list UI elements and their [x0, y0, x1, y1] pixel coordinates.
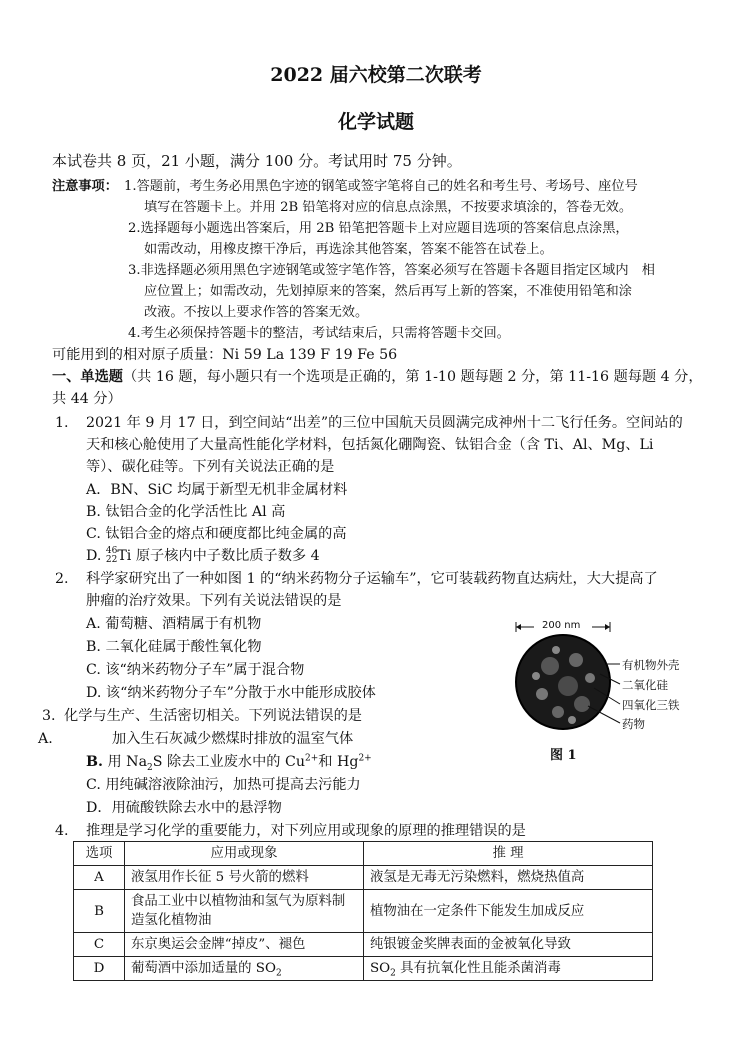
- q1-mass-number: 46: [105, 546, 118, 556]
- q1-isotope-numbers: [106, 547, 117, 565]
- table-header: 推 理: [364, 842, 653, 866]
- cell-text: 具有抗氧化性且能杀菌消毒: [395, 961, 561, 976]
- cell-text: SO: [370, 961, 391, 976]
- q1-stem: 天和核心舱使用了大量高性能化学材料，包括氮化硼陶瓷、钛铝合金（含 Ti、Al、Mg、Li: [86, 437, 654, 453]
- q4-table: [73, 841, 653, 981]
- q2-option-a: A. 葡萄糖、酒精属于有机物: [86, 616, 262, 632]
- notes-line: 3.非选择题必须用黑色字迹钢笔或签字笔作答，答案必须写在答题卡各题目指定区域内 相: [128, 263, 655, 278]
- q4-number: 4.: [55, 823, 69, 839]
- q3-option-b: [86, 751, 372, 773]
- q2-number: 2.: [55, 571, 69, 587]
- table-cell-application: 东京奥运会金牌“掉皮”、褪色: [125, 933, 364, 957]
- q3-option-c: C. 用纯碱溶液除油污，加热可提高去污能力: [86, 777, 361, 793]
- notes-label: 注意事项：: [52, 179, 118, 194]
- q1-d-text: Ti 原子核内中子数比质子数多 4: [117, 548, 320, 564]
- table-cell-option: D: [74, 957, 125, 981]
- table-cell-reason: [364, 957, 653, 981]
- q3-option-a: 加入生石灰减少燃煤时排放的温室气体: [112, 731, 354, 747]
- q1-option-b: B. 钛铝合金的化学活性比 Al 高: [86, 504, 286, 520]
- notes-line: 应位置上；如需改动，先划掉原来的答案，然后再写上新的答案，不准使用铅笔和涂: [144, 284, 632, 299]
- q3-stem: 化学与生产、生活密切相关。下列说法错误的是: [64, 708, 362, 724]
- q3-b-sup: 2+: [358, 753, 372, 764]
- nano-carrier-diagram: [510, 616, 710, 766]
- q3-b-text: 和 Hg: [318, 754, 359, 770]
- q2-stem: 肿瘤的治疗效果。下列有关说法错误的是: [86, 593, 342, 609]
- table-cell-application: 食品工业中以植物油和氢气为原料制造氢化植物油: [125, 890, 364, 933]
- figure-caption: 图 1: [550, 748, 577, 763]
- q2-option-d: D. 该“纳米药物分子车”分散于水中能形成胶体: [86, 685, 376, 701]
- section-heading: 一、单选题: [52, 369, 123, 385]
- table-header-row: [74, 842, 653, 866]
- figure-label: 四氧化三铁: [622, 698, 680, 712]
- notes-line: 填写在答题卡上。并用 2B 铅笔将对应的信息点涂黑，不按要求填涂的，答卷无效。: [144, 200, 633, 215]
- notes-line: 1.答题前，考生务必用黑色字迹的钢笔或签字笔将自己的姓名和考生号、考场号、座位号: [124, 179, 638, 194]
- subject-title: 化学试题: [337, 111, 414, 133]
- table-header: 选项: [74, 842, 125, 866]
- q3-b-letter: B.: [86, 754, 103, 770]
- figure-1: [510, 616, 710, 766]
- table-row: [74, 890, 653, 933]
- q2-option-b: B. 二氧化硅属于酸性氧化物: [86, 639, 262, 655]
- exam-info: 本试卷共 8 页，21 小题，满分 100 分。考试用时 75 分钟。: [52, 152, 462, 170]
- q2-stem: 科学家研究出了一种如图 1 的“纳米药物分子运输车”，它可装载药物直达病灶，大大提高了: [86, 571, 658, 587]
- q2-option-c: C. 该“纳米药物分子车”属于混合物: [86, 662, 305, 678]
- q3-b-sub: 2: [147, 762, 153, 773]
- figure-label: 药物: [622, 717, 645, 731]
- cell-text: 葡萄酒中添加适量的 SO: [131, 961, 276, 976]
- q3-b-text: S 除去工业废水中的 Cu: [152, 754, 305, 770]
- table-cell-option: C: [74, 933, 125, 957]
- table-cell-application: [125, 957, 364, 981]
- table-row: [74, 866, 653, 890]
- table-cell-application: 液氢用作长征 5 号火箭的燃料: [125, 866, 364, 890]
- cell-sub: 2: [275, 968, 282, 979]
- q3-b-sup: 2+: [305, 753, 319, 764]
- table-cell-option: B: [74, 890, 125, 933]
- q3-b-text: 用 Na: [107, 754, 148, 770]
- atomic-masses: 可能用到的相对原子质量：Ni 59 La 139 F 19 Fe 56: [52, 347, 398, 363]
- table-row: [74, 933, 653, 957]
- section-heading-line: [52, 366, 703, 388]
- q1-stem: 等）、碳化硅等。下列有关说法正确的是: [86, 459, 335, 475]
- notes-line: 2.选择题每小题选出答案后，用 2B 铅笔把答题卡上对应题目选项的答案信息点涂黑，: [128, 221, 629, 236]
- q1-option-c: C. 钛铝合金的熔点和硬度都比纯金属的高: [86, 526, 347, 542]
- q1-atomic-number: 22: [105, 555, 118, 565]
- table-cell-reason: 纯银镀金奖牌表面的金被氧化导致: [364, 933, 653, 957]
- q1-number: 1.: [55, 415, 69, 431]
- notes-line: 4.考生必须保持答题卡的整洁，考试结束后，只需将答题卡交回。: [128, 326, 510, 341]
- q3-option-d: D．用硫酸铁除去水中的悬浮物: [86, 800, 282, 816]
- table-cell-option: A: [74, 866, 125, 890]
- q1-d-prefix: D.: [86, 548, 106, 564]
- q4-stem: 推理是学习化学的重要能力，对下列应用或现象的原理的推理错误的是: [86, 823, 526, 839]
- notes-line: 改液。不按以上要求作答的答案无效。: [144, 305, 369, 320]
- q3-a-letter: A.: [38, 731, 53, 747]
- q1-option-a: A．BN、SiC 均属于新型无机非金属材料: [86, 482, 348, 498]
- section-desc: （共 16 题，每小题只有一个选项是正确的，第 1-10 题每题 2 分，第 11-16 题每题 4 分，: [122, 369, 703, 385]
- q1-option-d: [86, 545, 320, 567]
- notes-line: 如需改动，用橡皮擦干净后，再选涂其他答案，答案不能答在试卷上。: [144, 242, 553, 257]
- figure-scale: 200 nm: [542, 620, 581, 631]
- section-desc-2: 共 44 分）: [52, 391, 122, 407]
- q3-number: 3.: [42, 708, 56, 724]
- table-row: [74, 957, 653, 981]
- figure-label: 有机物外壳: [622, 658, 680, 672]
- table-cell-reason: 植物油在一定条件下能发生加成反应: [364, 890, 653, 933]
- table-cell-reason: 液氢是无毒无污染燃料，燃烧热值高: [364, 866, 653, 890]
- cell-sub: 2: [390, 968, 396, 979]
- exam-title: 2022 届六校第二次联考: [270, 64, 482, 86]
- table-header: 应用或现象: [125, 842, 364, 866]
- figure-label: 二氧化硅: [622, 678, 668, 692]
- q1-stem: 2021 年 9 月 17 日，到空间站“出差”的三位中国航天员圆满完成神州十二飞行任务。空间站的: [86, 415, 683, 431]
